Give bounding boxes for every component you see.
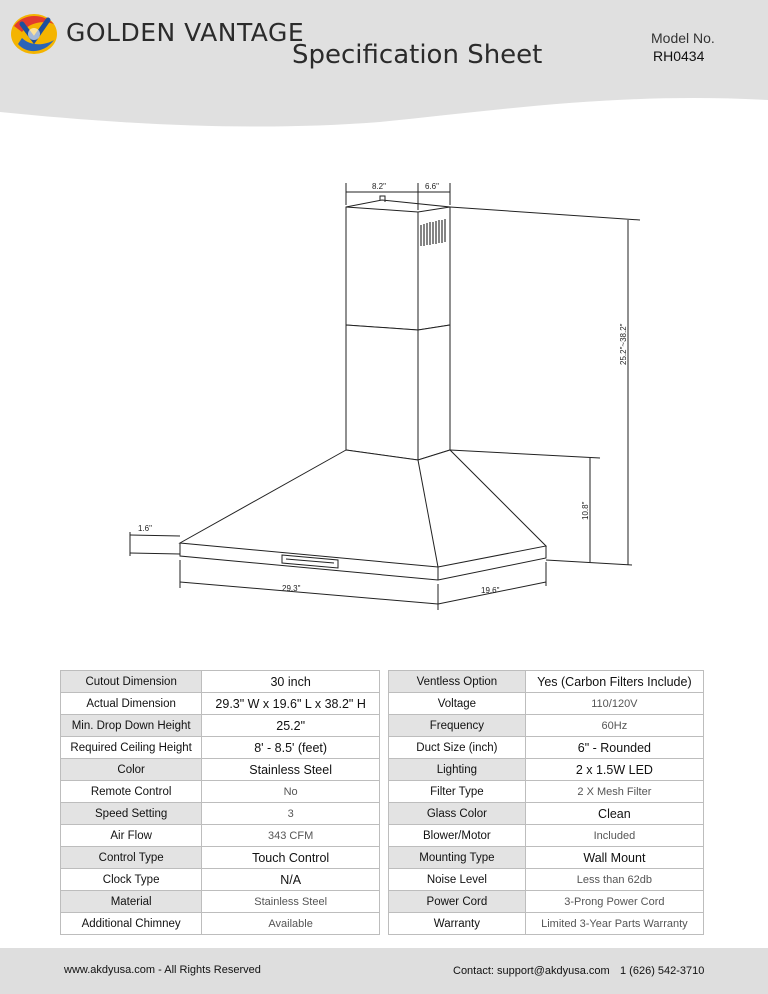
spec-value: Limited 3-Year Parts Warranty [525,913,703,935]
spec-value: 30 inch [202,671,380,693]
spec-label: Speed Setting [61,803,202,825]
spec-row [389,825,704,847]
spec-row [61,891,380,913]
spec-label: Remote Control [61,781,202,803]
spec-label: Color [61,759,202,781]
dim-height-range: 25.2"~38.2" [619,323,628,365]
spec-label: Noise Level [389,869,526,891]
footer-website[interactable]: www.akdyusa.com - All Rights Reserved [64,964,261,976]
spec-value: Stainless Steel [202,891,380,913]
footer-contact-email[interactable]: Contact: support@akdyusa.com [453,965,610,977]
spec-row [389,869,704,891]
spec-label: Blower/Motor [389,825,526,847]
spec-value: Available [202,913,380,935]
spec-label: Filter Type [389,781,526,803]
spec-row [389,715,704,737]
spec-label: Air Flow [61,825,202,847]
spec-row [61,825,380,847]
spec-value: Clean [525,803,703,825]
spec-value: 25.2" [202,715,380,737]
spec-label: Glass Color [389,803,526,825]
dim-hood-height: 10.8" [581,501,590,520]
spec-value: 60Hz [525,715,703,737]
spec-value: Wall Mount [525,847,703,869]
spec-label: Frequency [389,715,526,737]
spec-row [389,847,704,869]
dim-top-depth: 6.6" [425,182,439,191]
spec-value: 8' - 8.5' (feet) [202,737,380,759]
spec-value: 3-Prong Power Cord [525,891,703,913]
spec-label: Power Cord [389,891,526,913]
spec-value: Stainless Steel [202,759,380,781]
spec-label: Warranty [389,913,526,935]
spec-value: 343 CFM [202,825,380,847]
spec-value: Touch Control [202,847,380,869]
spec-row [61,781,380,803]
spec-value: Yes (Carbon Filters Include) [525,671,703,693]
dim-width: 29.3" [282,584,301,593]
spec-value: No [202,781,380,803]
page-title: Specification Sheet [292,40,543,70]
spec-row [389,913,704,935]
spec-row [61,671,380,693]
spec-label: Cutout Dimension [61,671,202,693]
model-number-value: RH0434 [653,48,705,64]
spec-label: Mounting Type [389,847,526,869]
spec-row [389,693,704,715]
spec-row [61,803,380,825]
spec-value: 29.3" W x 19.6" L x 38.2" H [202,693,380,715]
footer-phone[interactable]: 1 (626) 542-3710 [620,965,705,977]
spec-row [61,869,380,891]
spec-value: 110/120V [525,693,703,715]
spec-row [389,803,704,825]
spec-value: Included [525,825,703,847]
spec-label: Ventless Option [389,671,526,693]
spec-label: Voltage [389,693,526,715]
spec-label: Duct Size (inch) [389,737,526,759]
spec-label: Required Ceiling Height [61,737,202,759]
spec-label: Clock Type [61,869,202,891]
spec-row [61,913,380,935]
spec-row [61,759,380,781]
spec-table-right [388,670,704,935]
spec-label: Lighting [389,759,526,781]
spec-value: 2 X Mesh Filter [525,781,703,803]
golden-vantage-logo-icon [8,10,60,56]
spec-value: 6" - Rounded [525,737,703,759]
spec-row [389,671,704,693]
spec-row [389,737,704,759]
spec-row [61,715,380,737]
model-number-label: Model No. [651,30,715,46]
spec-value: N/A [202,869,380,891]
spec-row [61,847,380,869]
range-hood-technical-drawing [0,170,768,620]
spec-value: 3 [202,803,380,825]
spec-row [389,891,704,913]
spec-label: Control Type [61,847,202,869]
spec-value: 2 x 1.5W LED [525,759,703,781]
spec-row [61,693,380,715]
spec-row [389,759,704,781]
spec-table-left [60,670,380,935]
spec-label: Material [61,891,202,913]
spec-label: Actual Dimension [61,693,202,715]
dim-depth: 19.6" [481,586,500,595]
dim-top-width: 8.2" [372,182,386,191]
spec-label: Additional Chimney [61,913,202,935]
spec-label: Min. Drop Down Height [61,715,202,737]
spec-row [61,737,380,759]
spec-value: Less than 62db [525,869,703,891]
brand-name: GOLDEN VANTAGE [66,18,305,47]
spec-row [389,781,704,803]
dim-edge: 1.6" [138,524,152,533]
